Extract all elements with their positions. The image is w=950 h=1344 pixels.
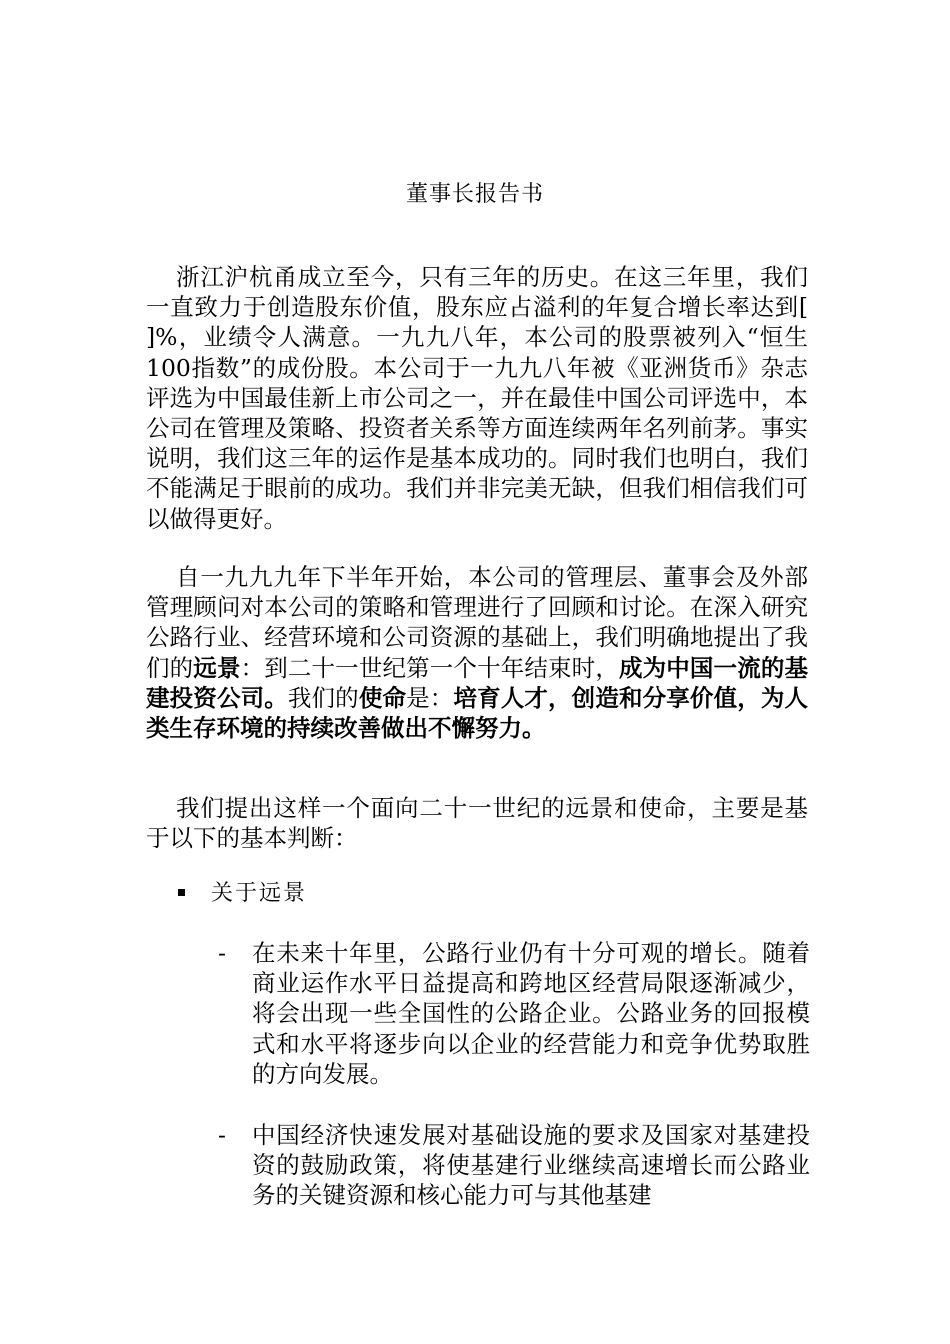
bullet-label: 关于远景 — [211, 881, 308, 906]
mission-statement: 培育人才，创造和分享价值，为人类生存环境的持续改善做出不懈努力。 — [146, 683, 809, 743]
dash-marker: - — [218, 939, 226, 967]
paragraph-basis: 我们提出这样一个面向二十一世纪的远景和使命，主要是基于以下的基本判断： — [146, 794, 808, 853]
list-item-text: 在未来十年里，公路行业仍有十分可观的增长。随着商业运作水平日益提高和跨地区经营局限逐渐减少，将会出现一些全国性的公路企业。公路业务的回报模式和水平将逐步向以企业的经营能力和竞争优势取胜的方向发展。 — [252, 939, 810, 1088]
page-title: 董事长报告书 — [405, 182, 544, 207]
list-item-text: 中国经济快速发展对基础设施的要求及国家对基建投资的鼓励政策，将使基建行业继续高速增长而公路业务的关键资源和核心能力可与其他基建 — [252, 1121, 810, 1210]
paragraph-vision-mission — [146, 562, 808, 743]
paragraph-text: ：到二十一世纪第一个十年结束时， — [240, 653, 619, 682]
dash-marker: - — [218, 1121, 226, 1149]
paragraph-text: 我们的 — [287, 683, 359, 712]
vision-keyword: 远景 — [193, 653, 241, 682]
bullet-vision — [178, 879, 307, 909]
list-item — [218, 938, 810, 1089]
paragraph-intro: 浙江沪杭甬成立至今，只有三年的历史。在这三年里，我们一直致力于创造股东价值，股东应占溢利的年复合增长率达到[ ]%，业绩令人满意。一九九八年，本公司的股票被列入“恒生100指数”的成份股。本公司于一九九八年被《亚洲货币》杂志评选为中国最佳新上市公司之一，并在最佳中国公司评选中，本公司在管理及策略、投资者关系等方面连续两年名列前茅。事实说明，我们这三年的运作是基本成功的。同时我们也明白，我们不能满足于眼前的成功。我们并非完美无缺，但我们相信我们可以做得更好。 — [146, 263, 808, 533]
paragraph-text: 是： — [406, 683, 454, 712]
mission-keyword: 使命 — [358, 683, 407, 712]
paragraph-text: 自一九九九年下半年开始，本公司的管理层、董事会及外部管理顾问对本公司的策略和管理进行了回顾和讨论。在深入研究公路行业、经营环境和公司资源的基础上，我们明确地提出了我们的 — [146, 563, 808, 682]
vision-statement: 成为中国一流的基建投资公司。 — [146, 653, 809, 712]
list-item — [218, 1120, 810, 1211]
square-bullet-icon — [178, 889, 185, 896]
